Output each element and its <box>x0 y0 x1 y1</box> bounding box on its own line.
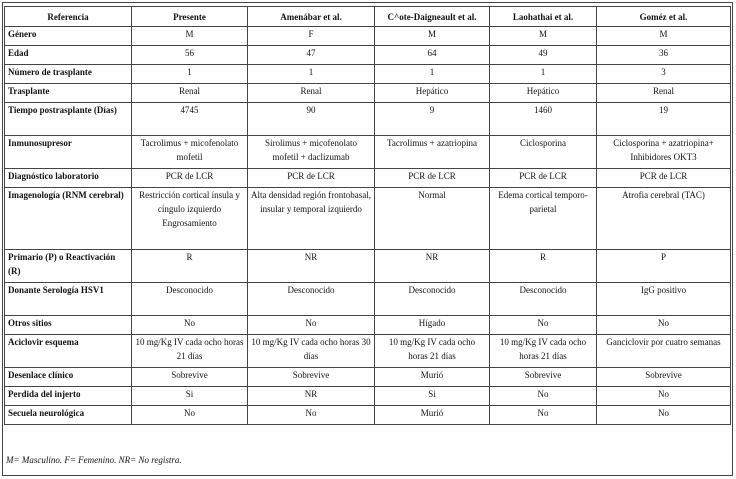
row-label: Desenlace clínico <box>5 368 132 387</box>
table-cell: No <box>490 387 597 406</box>
table-row <box>5 335 731 368</box>
table-cell: 1 <box>248 65 375 84</box>
table-cell: PCR de LCR <box>597 169 731 188</box>
table-cell: Murió <box>375 406 490 425</box>
table-cell: 49 <box>490 46 597 65</box>
table-cell: Tacrolimus + micofenolato mofetil <box>132 136 248 169</box>
table-cell: NR <box>248 387 375 406</box>
table-cell: 36 <box>597 46 731 65</box>
table-cell: No <box>248 316 375 335</box>
table-cell: Normal <box>375 188 490 250</box>
table-cell: No <box>597 387 731 406</box>
table-cell: No <box>132 316 248 335</box>
table-cell: 56 <box>132 46 248 65</box>
table-row <box>5 65 731 84</box>
table-cell: Renal <box>132 84 248 103</box>
row-label: Tiempo postrasplante (Días) <box>5 103 132 136</box>
table-cell: 10 mg/Kg IV cada ocho horas 30 días <box>248 335 375 368</box>
row-label: Inmunosupresor <box>5 136 132 169</box>
table-cell: 1 <box>375 65 490 84</box>
table-cell: Desconocido <box>132 283 248 316</box>
row-label: Género <box>5 27 132 46</box>
table-cell: Tacrolimus + azatriopina <box>375 136 490 169</box>
table-cell: No <box>490 316 597 335</box>
table-cell: Sobrevive <box>248 368 375 387</box>
table-cell: Desconocido <box>375 283 490 316</box>
table-cell: M <box>375 27 490 46</box>
row-label: Donante Serología HSV1 <box>5 283 132 316</box>
row-label: Otros sitios <box>5 316 132 335</box>
header-cell: C^ote-Daigneault et al. <box>375 7 490 27</box>
table-cell: F <box>248 27 375 46</box>
table-row <box>5 368 731 387</box>
row-label: Aciclovir esquema <box>5 335 132 368</box>
table-row <box>5 103 731 136</box>
row-label: Trasplante <box>5 84 132 103</box>
table-cell: 1 <box>132 65 248 84</box>
table-row <box>5 406 731 425</box>
table-cell: PCR de LCR <box>490 169 597 188</box>
table-cell: Desconocido <box>490 283 597 316</box>
comparison-table <box>4 6 731 425</box>
table-cell: NR <box>375 250 490 283</box>
table-footnote: M= Masculino. F= Femenino. NR= No registra. <box>6 455 182 465</box>
table-cell: 19 <box>597 103 731 136</box>
table-row <box>5 250 731 283</box>
table-cell: Hepático <box>375 84 490 103</box>
table-cell: 1 <box>490 65 597 84</box>
table-row <box>5 46 731 65</box>
table-cell: P <box>597 250 731 283</box>
table-cell: PCR de LCR <box>248 169 375 188</box>
table-cell: Ciclosporina + azatriopina+ Inhibidores OKT3 <box>597 136 731 169</box>
table-cell: Murió <box>375 368 490 387</box>
table-cell: NR <box>248 250 375 283</box>
header-cell: Amenábar et al. <box>248 7 375 27</box>
table-cell: 47 <box>248 46 375 65</box>
row-label: Perdida del injerto <box>5 387 132 406</box>
row-label: Edad <box>5 46 132 65</box>
table-row <box>5 169 731 188</box>
table-cell: 10 mg/Kg IV cada ocho horas 21 días <box>490 335 597 368</box>
table-cell: Sobrevive <box>597 368 731 387</box>
header-row <box>5 7 731 27</box>
table-cell: Renal <box>597 84 731 103</box>
table-cell: No <box>132 406 248 425</box>
table-cell: M <box>490 27 597 46</box>
table-cell: Si <box>375 387 490 406</box>
table-cell: Sobrevive <box>490 368 597 387</box>
table-cell: No <box>490 406 597 425</box>
row-label: Número de trasplante <box>5 65 132 84</box>
table-cell: Hepático <box>490 84 597 103</box>
table-cell: Hígado <box>375 316 490 335</box>
table-cell: Ganciclovir por cuatro semanas <box>597 335 731 368</box>
table-cell: R <box>132 250 248 283</box>
table-cell: 90 <box>248 103 375 136</box>
header-cell: Laohathai et al. <box>490 7 597 27</box>
table-row <box>5 283 731 316</box>
table-row <box>5 316 731 335</box>
table-row <box>5 387 731 406</box>
table-cell: 4745 <box>132 103 248 136</box>
table-row <box>5 136 731 169</box>
table-cell: Sirolimus + micofenolato mofetil + daclizumab <box>248 136 375 169</box>
table-cell: Si <box>132 387 248 406</box>
table-cell: No <box>248 406 375 425</box>
table-cell: No <box>597 406 731 425</box>
table-cell: 10 mg/Kg IV cada ocho horas 21 días <box>132 335 248 368</box>
table-cell: Edema cortical temporo-parietal <box>490 188 597 250</box>
table-cell: No <box>597 316 731 335</box>
table-cell: M <box>132 27 248 46</box>
table-row <box>5 84 731 103</box>
table-cell: Alta densidad región frontobasal, insular y temporal izquierdo <box>248 188 375 250</box>
table-cell: Desconocido <box>248 283 375 316</box>
table-cell: Atrofia cerebral (TAC) <box>597 188 731 250</box>
row-label: Imagenología (RNM cerebral) <box>5 188 132 250</box>
header-cell: Referencia <box>5 7 132 27</box>
row-label: Primario (P) o Reactivación (R) <box>5 250 132 283</box>
table-cell: Renal <box>248 84 375 103</box>
row-label: Secuela neurológica <box>5 406 132 425</box>
table-cell: M <box>597 27 731 46</box>
table-cell: IgG positivo <box>597 283 731 316</box>
table-cell: Restricción cortical ínsula y cíngulo izquierdo Engrosamiento <box>132 188 248 250</box>
table-cell: Ciclosporina <box>490 136 597 169</box>
table-row <box>5 27 731 46</box>
row-label: Diagnóstico laboratorio <box>5 169 132 188</box>
table-row <box>5 188 731 250</box>
table-cell: 1460 <box>490 103 597 136</box>
header-cell: Goméz et al. <box>597 7 731 27</box>
table-cell: Sobrevive <box>132 368 248 387</box>
header-cell: Presente <box>132 7 248 27</box>
table-cell: R <box>490 250 597 283</box>
table-cell: 3 <box>597 65 731 84</box>
table-cell: PCR de LCR <box>132 169 248 188</box>
table-cell: 64 <box>375 46 490 65</box>
table-cell: PCR de LCR <box>375 169 490 188</box>
table-cell: 9 <box>375 103 490 136</box>
table-cell: 10 mg/Kg IV cada ocho horas 21 días <box>375 335 490 368</box>
